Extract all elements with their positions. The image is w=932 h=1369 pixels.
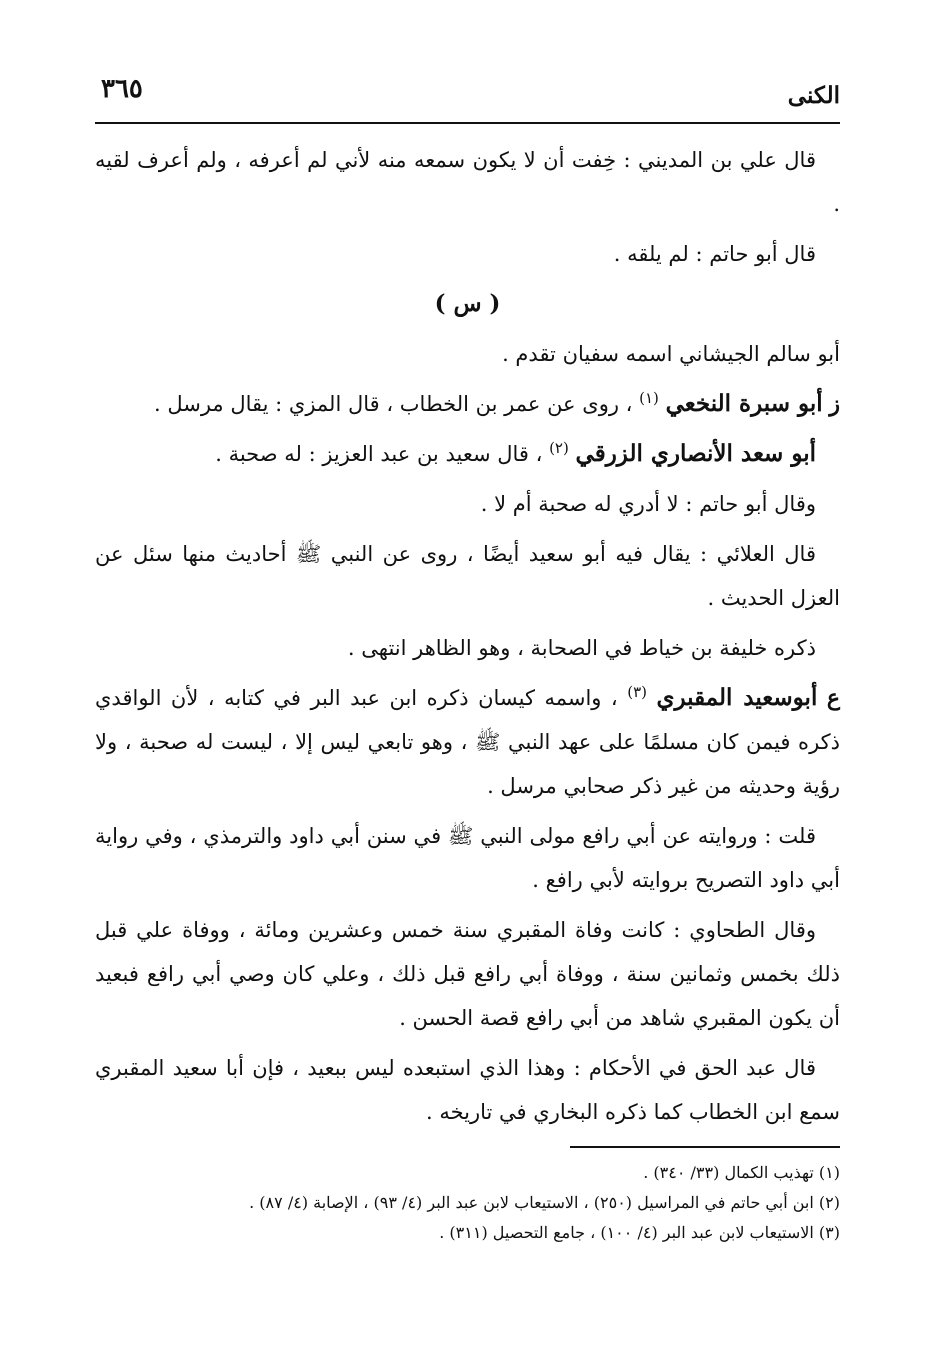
entry-text: ، روى عن عمر بن الخطاب ، قال المزي : يقال مرسل . bbox=[153, 392, 633, 416]
entry-abu-salim: أبو سالم الجيشاني اسمه سفيان تقدم . bbox=[502, 342, 840, 366]
footnote-divider bbox=[570, 1146, 840, 1148]
page-header bbox=[95, 60, 840, 118]
paragraph: وقال الطحاوي : كانت وفاة المقبري سنة خمس وعشرين ومائة ، ووفاة علي قبل ذلك بخمس وثمانين سنة ، ووفاة أبي رافع قبل ذلك ، وعلي كان وصي أبي رافع فبعيد أن يكون المقبري شاهد من أبي رافع قصة الحسن . bbox=[95, 918, 840, 1030]
narrator-mark: ز bbox=[829, 391, 840, 417]
paragraph: قال عبد الحق في الأحكام : وهذا الذي استبعده ليس ببعيد ، فإن أبا سعيد المقبري سمع ابن الخطاب كما ذكره البخاري في تاريخه . bbox=[95, 1056, 840, 1124]
footnote: (١) تهذيب الكمال (٣٣/ ٣٤٠) . bbox=[643, 1163, 840, 1182]
footnote-ref: (١) bbox=[639, 389, 659, 407]
paragraph: قال العلائي : يقال فيه أبو سعيد أيضًا ، روى عن النبي ﷺ أحاديث منها سئل عن العزل الحديث . bbox=[95, 542, 840, 610]
footnote-ref: (٣) bbox=[627, 683, 647, 701]
entry-abu-said-maqburi bbox=[95, 676, 840, 808]
paragraph: ذكره خليفة بن خياط في الصحابة ، وهو الظاهر انتهى . bbox=[347, 636, 816, 660]
footnote-ref: (٢) bbox=[549, 439, 569, 457]
footnote: (٢) ابن أبي حاتم في المراسيل (٢٥٠) ، الاستيعاب لابن عبد البر (٤/ ٩٣) ، الإصابة (٤/ ٨٧) . bbox=[249, 1193, 840, 1212]
entry-text: ، قال سعيد بن عبد العزيز : له صحبة . bbox=[215, 442, 543, 466]
paragraph: وقال أبو حاتم : لا أدري له صحبة أم لا . bbox=[480, 492, 816, 516]
entry-abu-saad bbox=[95, 432, 840, 476]
paragraph: قلت : وروايته عن أبي رافع مولى النبي ﷺ في سنن أبي داود والترمذي ، وفي رواية أبي داود التصريح بروايته لأبي رافع . bbox=[95, 824, 840, 892]
running-title: الكنى bbox=[787, 82, 840, 109]
entry-name: أبو سعد الأنصاري الزرقي bbox=[575, 440, 816, 467]
paragraph: قال أبو حاتم : لم يلقه . bbox=[613, 242, 816, 266]
entry-text: ، واسمه كيسان ذكره ابن عبد البر في كتابه ، لأن الواقدي ذكره فيمن كان مسلمًا على عهد النبي ﷺ ، وهو تابعي ليس إلا ، ليست له صحبة ، ولا رؤية وحديثه من غير ذكر صحابي مرسل . bbox=[95, 686, 840, 798]
section-heading: ( س ) bbox=[434, 290, 501, 317]
entry-name: أبو سبرة النخعي bbox=[665, 390, 823, 417]
entry-name: أبوسعيد المقبري bbox=[656, 684, 818, 711]
narrator-mark: ع bbox=[826, 685, 840, 711]
main-text bbox=[95, 138, 840, 1134]
entry-abu-sabra bbox=[95, 382, 840, 426]
footnotes bbox=[95, 1158, 840, 1248]
footnote: (٣) الاستيعاب لابن عبد البر (٤/ ١٠٠) ، جامع التحصيل (٣١١) . bbox=[439, 1223, 840, 1242]
book-page bbox=[95, 60, 840, 1248]
paragraph: قال علي بن المديني : خِفت أن لا يكون سمعه منه لأني لم أعرفه ، ولم أعرف لقيه . bbox=[95, 148, 840, 216]
header-divider bbox=[95, 122, 840, 124]
page-number: ٣٦٥ bbox=[101, 74, 143, 104]
